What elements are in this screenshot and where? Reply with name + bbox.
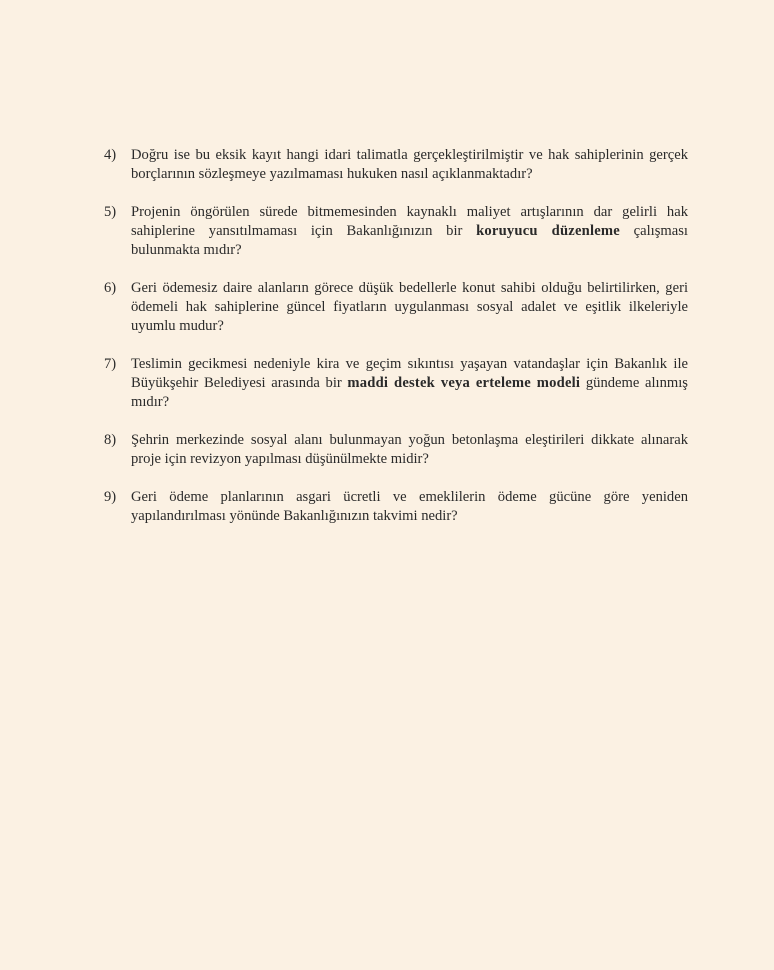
question-item-6 bbox=[104, 279, 688, 336]
text-segment: gündeme alınmış mıdır? bbox=[131, 375, 688, 410]
text-segment: Geri ödeme planlarının asgari ücretli ve emeklilerin ödeme gücüne göre yeniden yapılandırılması yönünde Bakanlığınızın takvimi nedir? bbox=[131, 489, 688, 524]
question-number: 4) bbox=[104, 147, 117, 163]
text-segment: Şehrin merkezinde sosyal alanı bulunmayan yoğun betonlaşma eleştirileri dikkate alınarak proje için revizyon yapılması düşünülmekte midir? bbox=[131, 432, 688, 467]
question-number: 6) bbox=[104, 280, 117, 296]
question-number: 7) bbox=[104, 356, 117, 372]
text-segment: Teslimin gecikmesi nedeniyle kira ve geçim sıkıntısı yaşayan vatandaşlar için Bakanlık ile Büyükşehir Belediyesi arasında bir bbox=[131, 356, 688, 391]
text-segment: Projenin öngörülen sürede bitmemesinden kaynaklı maliyet artışlarının dar gelirli hak sahiplerine yansıtılmaması için Bakanlığınızın bir bbox=[131, 204, 688, 239]
question-item-8 bbox=[104, 431, 688, 469]
text-segment: Doğru ise bu eksik kayıt hangi idari talimatla gerçekleştirilmiştir ve hak sahiplerinin gerçek borçlarının sözleşmeye yazılmaması hukuken nasıl açıklanmaktadır? bbox=[131, 147, 688, 182]
question-text bbox=[131, 432, 688, 467]
question-text bbox=[131, 489, 688, 524]
emphasized-text: koruyucu düzenleme bbox=[476, 223, 620, 239]
question-number: 8) bbox=[104, 432, 117, 448]
question-list bbox=[104, 146, 688, 526]
text-segment: Geri ödemesiz daire alanların görece düşük bedellerle konut sahibi olduğu belirtilirken, geri ödemeli hak sahiplerine güncel fiyatların uygulanması sosyal adalet ve eşitlik ilkeleriyle uyumlu mudur? bbox=[131, 280, 688, 334]
question-text bbox=[131, 280, 688, 334]
question-text bbox=[131, 147, 688, 182]
question-item-5 bbox=[104, 203, 688, 260]
question-item-7 bbox=[104, 355, 688, 412]
question-number: 9) bbox=[104, 489, 117, 505]
question-item-4 bbox=[104, 146, 688, 184]
text-segment: çalışması bulunmakta mıdır? bbox=[131, 223, 688, 258]
question-text bbox=[131, 204, 688, 258]
question-number: 5) bbox=[104, 204, 117, 220]
emphasized-text: maddi destek veya erteleme modeli bbox=[347, 375, 581, 391]
question-item-9 bbox=[104, 488, 688, 526]
question-text bbox=[131, 356, 688, 410]
